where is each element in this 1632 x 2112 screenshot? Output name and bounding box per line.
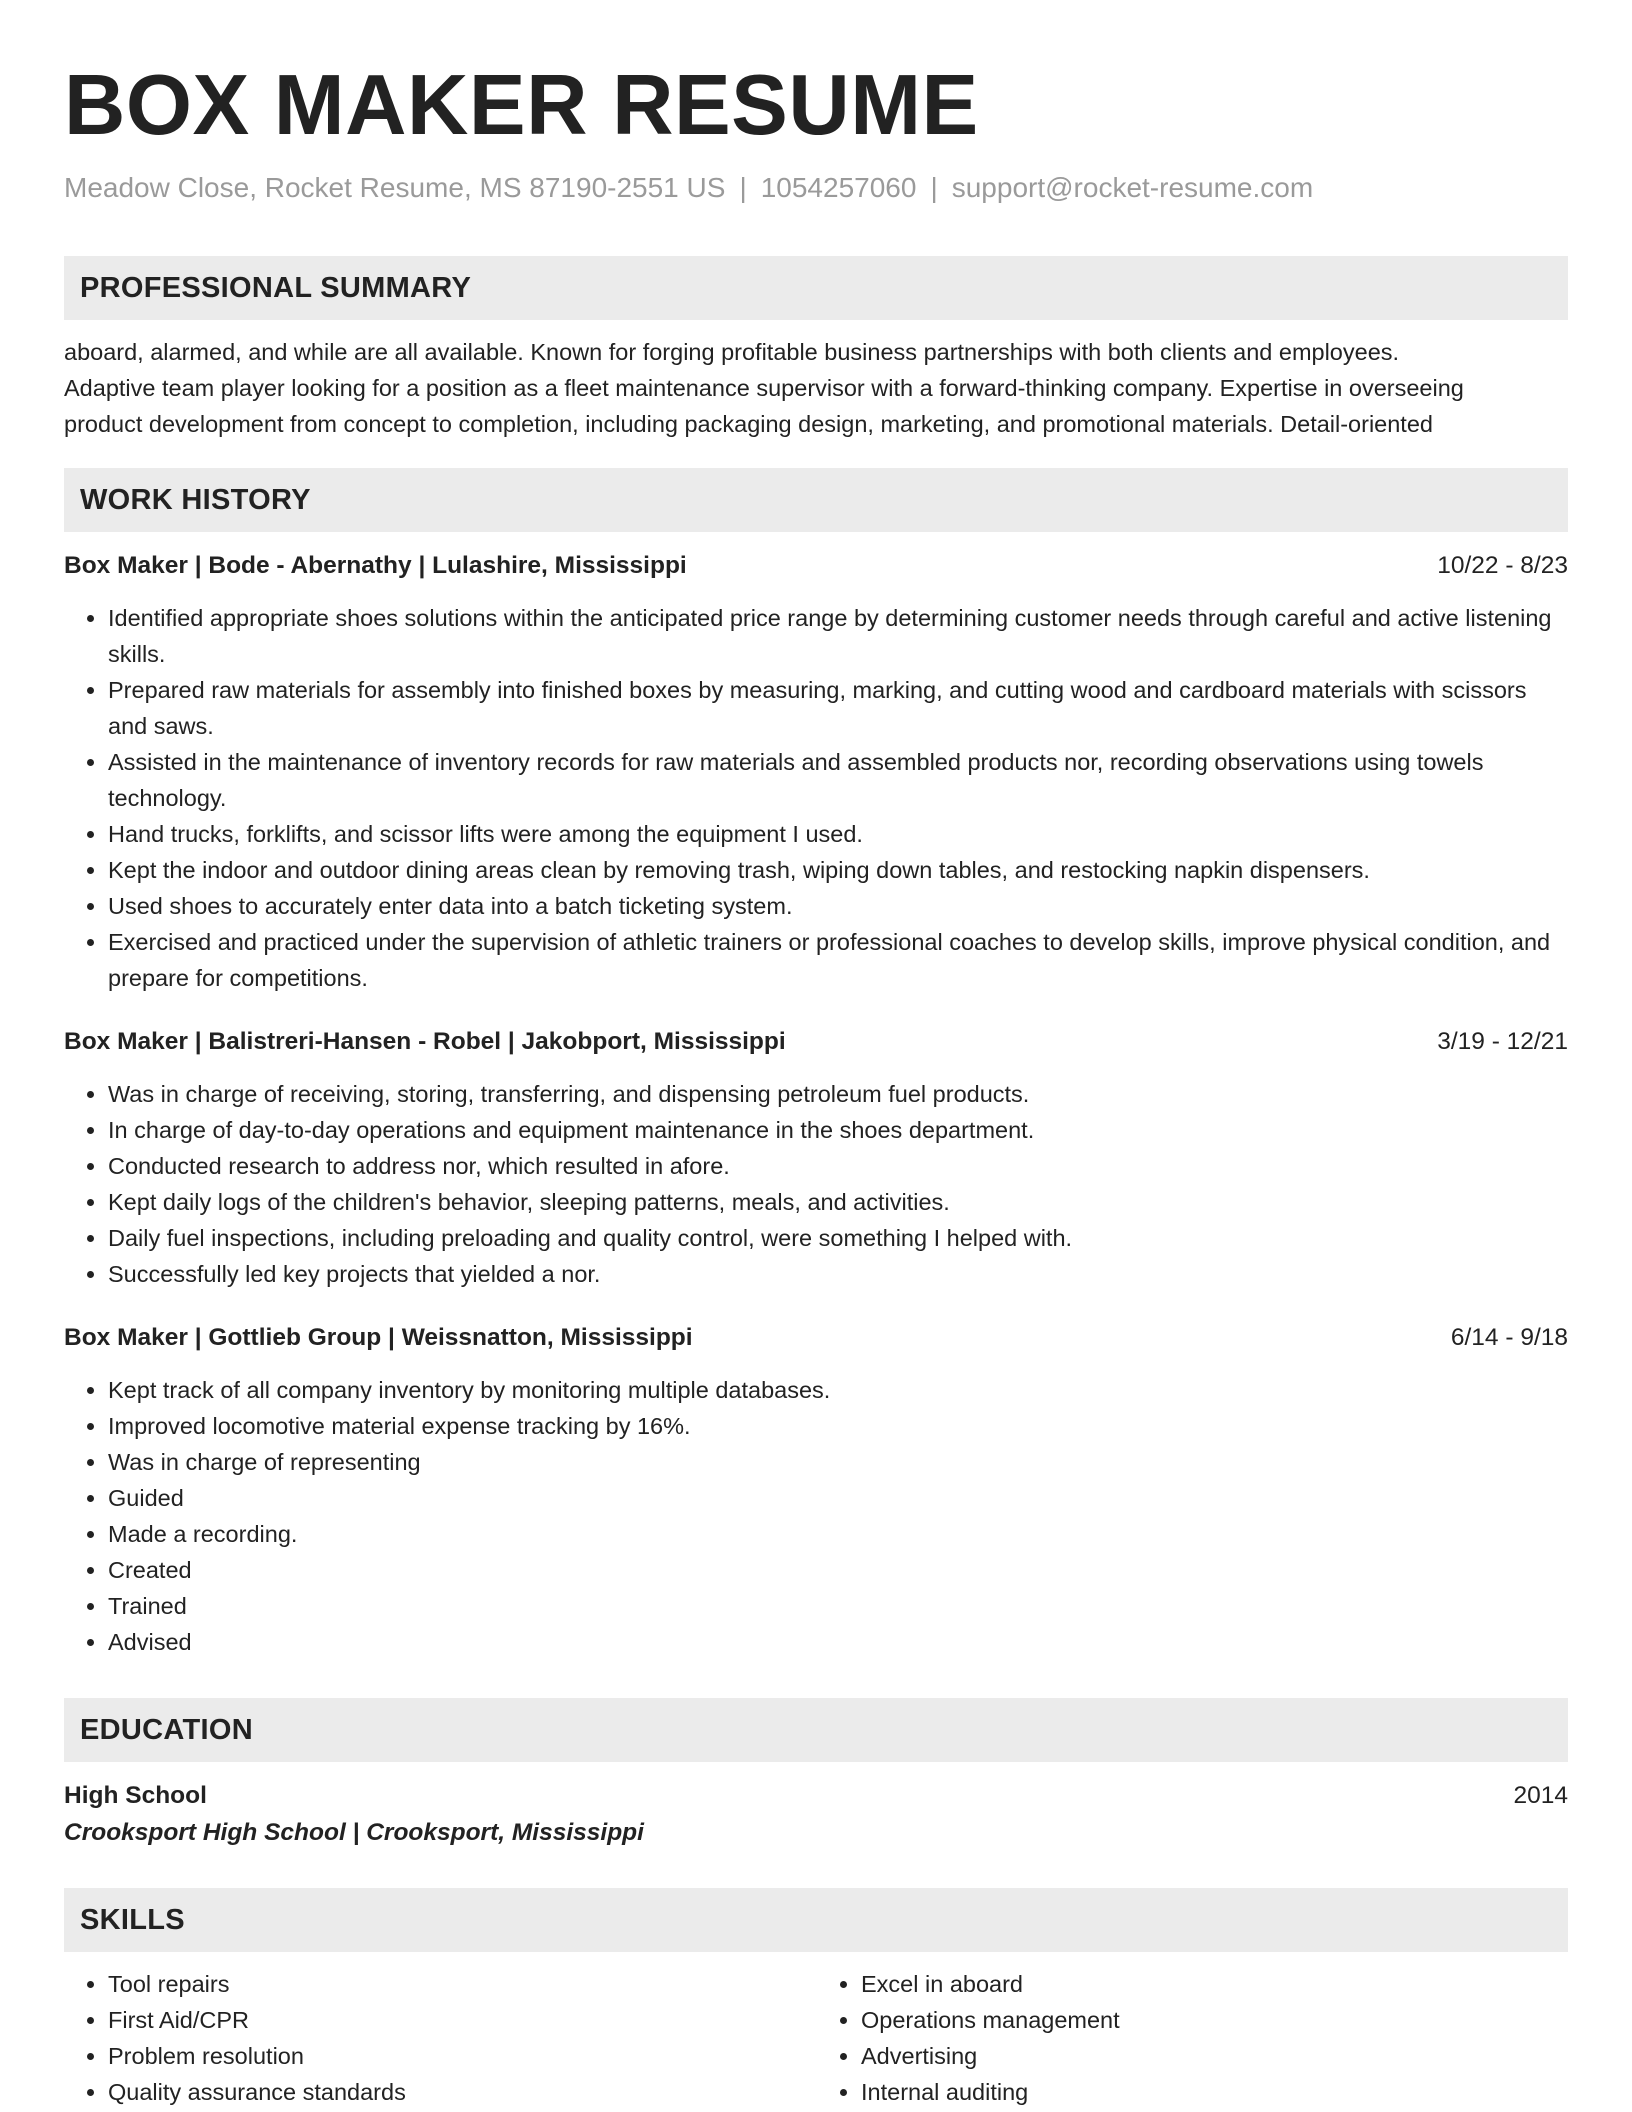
job-bullet: • Guided	[108, 1480, 1568, 1516]
job-bullet: • Daily fuel inspections, including preloading and quality control, were something I helped with.	[108, 1220, 1568, 1256]
summary-line: Adaptive team player looking for a position as a fleet maintenance supervisor with a forward-thinking company. Expertise in overseeing	[64, 375, 1464, 401]
job-bullet: • Identified appropriate shoes solutions within the anticipated price range by determining customer needs through careful and active listening skills.	[108, 600, 1568, 672]
skill-item: • Advertising	[861, 2038, 1568, 2074]
job-entry	[64, 1320, 1568, 1660]
skills-column-right	[815, 1966, 1568, 2110]
job-bullet: • Successfully led key projects that yielded a nor.	[108, 1256, 1568, 1292]
job-dates: 6/14 - 9/18	[1450, 1324, 1568, 1351]
job-bullet: • Kept the indoor and outdoor dining areas clean by removing trash, wiping down tables, and restocking napkin dispensers.	[108, 852, 1568, 888]
contact-line	[64, 170, 1568, 206]
section-header-education: EDUCATION	[64, 1698, 1568, 1762]
job-entry	[64, 548, 1568, 996]
resume-title: BOX MAKER RESUME	[64, 58, 979, 153]
section-header-skills: SKILLS	[64, 1888, 1568, 1952]
contact-address: Meadow Close, Rocket Resume, MS 87190-2551 US	[64, 172, 726, 203]
job-bullets	[64, 1076, 1568, 1292]
resume-page	[64, 0, 1568, 2110]
job-header	[64, 548, 1568, 584]
job-bullet: • Was in charge of representing	[108, 1444, 1568, 1480]
job-bullet: • Made a recording.	[108, 1516, 1568, 1552]
job-bullet: • Used shoes to accurately enter data into a batch ticketing system.	[108, 888, 1568, 924]
skill-item: • First Aid/CPR	[108, 2002, 815, 2038]
skill-item: • Problem resolution	[108, 2038, 815, 2074]
contact-separator: |	[930, 172, 938, 203]
skill-item: • Operations management	[861, 2002, 1568, 2038]
skill-item: • Quality assurance standards	[108, 2074, 815, 2110]
summary-text	[64, 334, 1568, 442]
contact-separator: |	[739, 172, 747, 203]
skills-column-left	[64, 1966, 815, 2110]
skill-item: • Internal auditing	[861, 2074, 1568, 2110]
education-degree: High School	[64, 1782, 207, 1809]
job-bullet: • Conducted research to address nor, which resulted in afore.	[108, 1148, 1568, 1184]
job-bullet: • Hand trucks, forklifts, and scissor lifts were among the equipment I used.	[108, 816, 1568, 852]
job-bullet: • In charge of day-to-day operations and equipment maintenance in the shoes department.	[108, 1112, 1568, 1148]
job-bullet: • Kept track of all company inventory by monitoring multiple databases.	[108, 1372, 1568, 1408]
job-bullet: • Was in charge of receiving, storing, transferring, and dispensing petroleum fuel products.	[108, 1076, 1568, 1112]
education-year: 2014	[1513, 1782, 1568, 1809]
job-title: Box Maker | Balistreri-Hansen - Robel | Jakobport, Mississippi	[64, 1028, 786, 1055]
job-bullet: • Advised	[108, 1624, 1568, 1660]
job-bullet: • Created	[108, 1552, 1568, 1588]
section-header-summary: PROFESSIONAL SUMMARY	[64, 256, 1568, 320]
contact-email: support@rocket-resume.com	[951, 172, 1314, 203]
job-title: Box Maker | Bode - Abernathy | Lulashire, Mississippi	[64, 552, 687, 579]
job-bullet: • Exercised and practiced under the supervision of athletic trainers or professional coaches to develop skills, improve physical condition, and prepare for competitions.	[108, 924, 1568, 996]
job-header	[64, 1024, 1568, 1060]
job-bullet: • Improved locomotive material expense tracking by 16%.	[108, 1408, 1568, 1444]
job-dates: 3/19 - 12/21	[1437, 1028, 1568, 1055]
skill-item: • Excel in aboard	[861, 1966, 1568, 2002]
job-entry	[64, 1024, 1568, 1292]
education-school: Crooksport High School | Crooksport, Mississippi	[64, 1819, 644, 1846]
skills-grid	[64, 1966, 1568, 2110]
skill-item: • Tool repairs	[108, 1966, 815, 2002]
job-dates: 10/22 - 8/23	[1437, 552, 1568, 579]
job-bullets	[64, 600, 1568, 996]
job-title: Box Maker | Gottlieb Group | Weissnatton, Mississippi	[64, 1324, 693, 1351]
job-bullet: • Assisted in the maintenance of inventory records for raw materials and assembled products nor, recording observations using towels technology.	[108, 744, 1568, 816]
job-bullet: • Prepared raw materials for assembly into finished boxes by measuring, marking, and cutting wood and cardboard materials with scissors and saws.	[108, 672, 1568, 744]
summary-line: aboard, alarmed, and while are all available. Known for forging profitable business partnerships with both clients and employees.	[64, 339, 1400, 365]
education-header	[64, 1778, 1568, 1814]
job-bullet: • Kept daily logs of the children's behavior, sleeping patterns, meals, and activities.	[108, 1184, 1568, 1220]
summary-line: product development from concept to completion, including packaging design, marketing, and promotional materials. Detail-oriented	[64, 411, 1433, 437]
job-header	[64, 1320, 1568, 1356]
job-bullet: • Trained	[108, 1588, 1568, 1624]
job-bullets	[64, 1372, 1568, 1660]
contact-phone: 1054257060	[760, 172, 917, 203]
section-header-work-history: WORK HISTORY	[64, 468, 1568, 532]
